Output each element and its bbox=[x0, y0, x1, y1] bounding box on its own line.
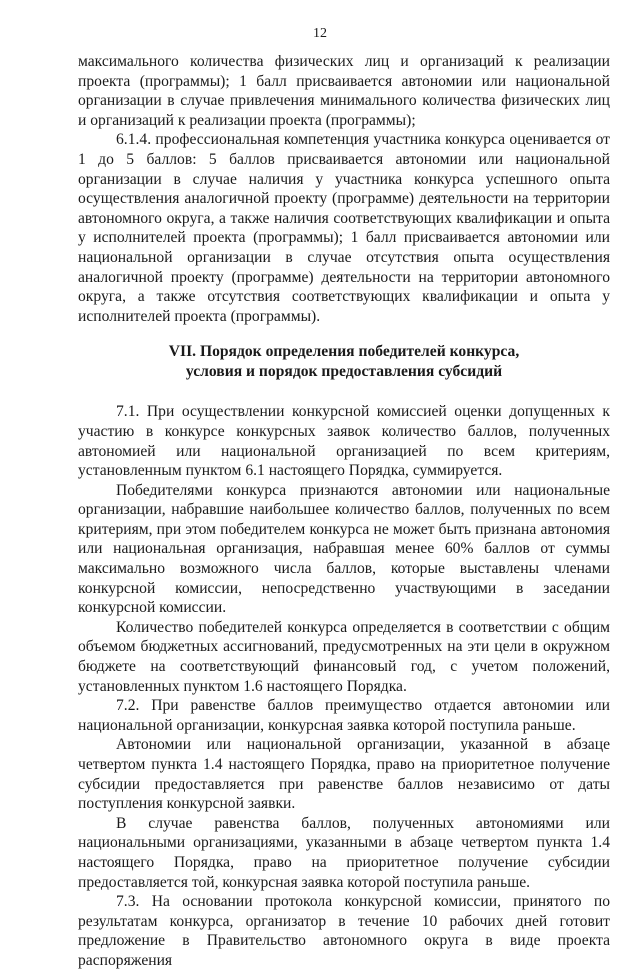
paragraph-7-2: 7.2. При равенстве баллов преимущество отдается автономии или национальной организации, конкурсная заявка которой поступила раньше. bbox=[78, 697, 610, 734]
section-heading bbox=[78, 342, 610, 382]
paragraph-priority: Автономии или национальной организации, указанной в абзаце четвертом пункта 1.4 настоящего Порядка, право на приоритетное получение субсидии предоставляется при равенстве баллов независимо от даты поступления конкурсной заявки. bbox=[78, 736, 610, 813]
section-heading-line2: условия и порядок предоставления субсидий bbox=[185, 363, 503, 381]
document-body bbox=[78, 52, 610, 971]
paragraph-7-1: 7.1. При осуществлении конкурсной комиссией оценки допущенных к участию в конкурсе конкурсных заявок количество баллов, полученных автономией или национальной организацией по всем критериям, установленным пунктом 6.1 настоящего Порядка, суммируется. bbox=[78, 403, 610, 480]
paragraph-winners-count: Количество победителей конкурса определяется в соответствии с общим объемом бюджетных ассигнований, предусмотренных на эти цели в окружном бюджете на соответствующий финансовый год, с учетом положений, установленных пунктом 1.6 настоящего Порядка. bbox=[78, 618, 610, 695]
section-heading-line1: VII. Порядок определения победителей конкурса, bbox=[168, 343, 520, 361]
paragraph-equal-points: В случае равенства баллов, полученных автономиями или национальными организациями, указанными в абзаце четвертом пункта 1.4 настоящего Порядка, право на приоритетное получение субсидии предоставляется той, конкурсная заявка которой поступила раньше. bbox=[78, 814, 610, 891]
page-number: 12 bbox=[313, 26, 327, 41]
paragraph-winners: Победителями конкурса признаются автономии или национальные организации, набравшие наибольшее количество баллов, полученных по всем критериям, при этом победителем конкурса не может быть признана автономия или национальная организация, набравшая менее 60% баллов от суммы максимально возможного числа баллов, которые выставлены членами конкурсной комиссии, непосредственно участвующими в заседании конкурсной комиссии. bbox=[78, 481, 610, 617]
paragraph-continuation: максимального количества физических лиц и организаций к реализации проекта (программы); 1 балл присваивается автономии или национальной организации в случае привлечения минимального количества физических лиц и организаций к реализации проекта (программы); bbox=[78, 53, 610, 129]
paragraph-6-1-4: 6.1.4. профессиональная компетенция участника конкурса оценивается от 1 до 5 баллов: 5 баллов присваивается автономии или национальной организации в случае наличия у участника конкурса успешного опыта осуществления аналогичной проекту (программе) деятельности на территории автономного округа, а также наличия соответствующих квалификации и опыта у исполнителей проекта (программы); 1 балл присваивается автономии или национальной организации в случае отсутствия опыта осуществления аналогичной проекту (программе) деятельности на территории автономного округа, а также отсутствия соответствующих квалификации и опыта у исполнителей проекта (программы). bbox=[78, 131, 610, 325]
paragraph-7-3: 7.3. На основании протокола конкурсной комиссии, принятого по результатам конкурса, организатор в течение 10 рабочих дней готовит предложение в Правительство автономного округа в виде проекта распоряжения bbox=[78, 893, 610, 969]
